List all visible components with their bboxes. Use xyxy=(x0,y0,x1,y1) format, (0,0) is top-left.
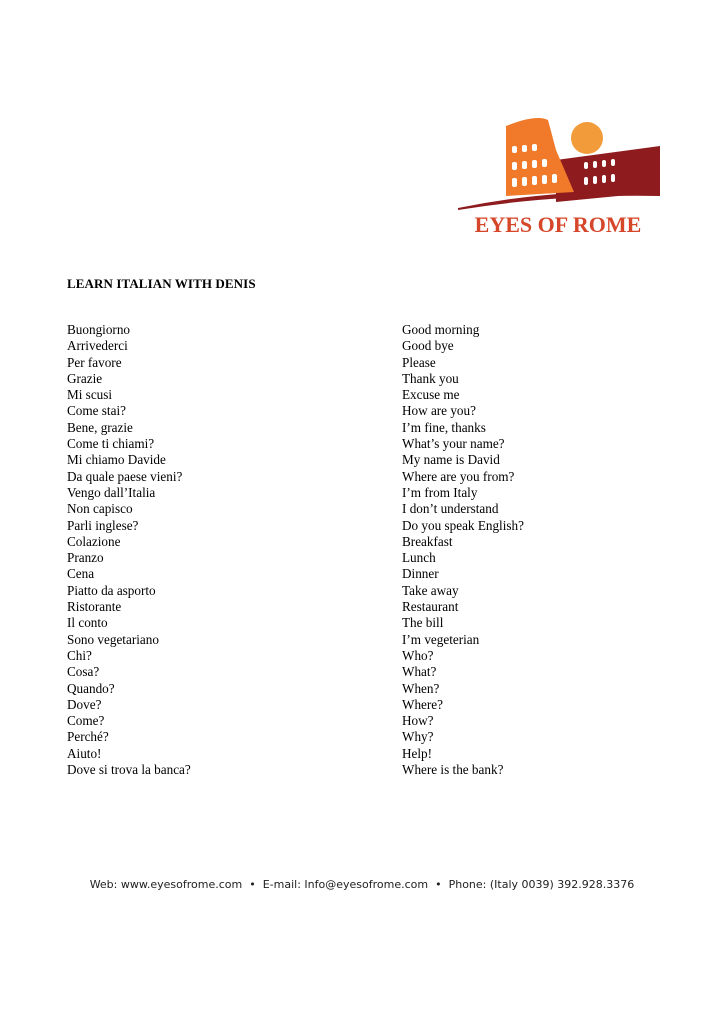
italian-phrase: Come ti chiami? xyxy=(67,436,155,452)
english-translation: I don’t understand xyxy=(402,501,499,517)
italian-phrase: Ristorante xyxy=(67,599,122,615)
page-title: LEARN ITALIAN WITH DENIS xyxy=(67,276,256,291)
italian-phrase: Perché? xyxy=(67,729,109,745)
italian-phrase: Quando? xyxy=(67,680,115,696)
italian-phrase: Dove si trova la banca? xyxy=(67,762,191,778)
english-translation: Do you speak English? xyxy=(402,517,524,533)
italian-phrase: Arrivederci xyxy=(67,338,128,354)
english-translation: Good morning xyxy=(402,322,480,337)
english-translation: My name is David xyxy=(402,452,500,468)
italian-phrase: Mi scusi xyxy=(67,387,113,403)
english-translation: Where? xyxy=(402,696,443,712)
italian-phrase: Bene, grazie xyxy=(67,419,133,435)
english-translation: When? xyxy=(402,680,440,696)
italian-phrase: Colazione xyxy=(67,533,121,549)
english-translation: Restaurant xyxy=(402,599,459,615)
english-translation: I’m vegeterian xyxy=(402,631,480,647)
italian-phrase: Dove? xyxy=(67,696,102,712)
english-translation-list xyxy=(402,322,524,778)
english-translation: I’m fine, thanks xyxy=(402,419,486,435)
footer-web: Web: www.eyesofrome.com xyxy=(89,878,243,891)
footer-separator: • xyxy=(435,878,442,891)
english-translation: What’s your name? xyxy=(402,436,505,452)
italian-phrase: Da quale paese vieni? xyxy=(67,468,183,484)
english-translation: Dinner xyxy=(402,566,439,582)
footer-phone: Phone: (Italy 0039) 392.928.3376 xyxy=(448,878,635,891)
italian-phrase: Come stai? xyxy=(67,403,126,419)
italian-phrase: Piatto da asporto xyxy=(67,582,156,598)
italian-phrase: Grazie xyxy=(67,370,103,386)
english-translation: What? xyxy=(402,664,437,680)
italian-phrase: Come? xyxy=(67,713,105,729)
english-translation: Lunch xyxy=(402,550,436,566)
italian-phrase: Vengo dall’Italia xyxy=(67,484,156,500)
logo-text: EYES OF ROME xyxy=(474,212,642,237)
italian-phrase: Cena xyxy=(67,566,95,582)
english-translation: Take away xyxy=(402,582,459,598)
italian-phrase-list xyxy=(67,322,191,778)
italian-phrase: Aiuto! xyxy=(67,745,102,761)
english-translation: Where is the bank? xyxy=(402,762,504,778)
italian-phrase: Parli inglese? xyxy=(67,517,139,533)
english-translation: How? xyxy=(402,713,434,729)
english-translation: Good bye xyxy=(402,338,454,354)
eyes-of-rome-logo xyxy=(456,110,662,240)
english-translation: I’m from Italy xyxy=(402,484,478,500)
english-translation: Please xyxy=(402,354,436,370)
italian-phrase: Pranzo xyxy=(67,550,104,566)
english-translation: Excuse me xyxy=(402,387,460,403)
italian-phrase: Mi chiamo Davide xyxy=(67,452,166,468)
english-translation: Why? xyxy=(402,729,434,745)
italian-phrase: Il conto xyxy=(67,615,108,631)
italian-phrase: Cosa? xyxy=(67,664,100,680)
italian-phrase: Per favore xyxy=(67,354,122,370)
english-translation: Breakfast xyxy=(402,533,453,549)
english-translation: Help! xyxy=(402,745,433,761)
footer-separator: • xyxy=(249,878,256,891)
italian-phrase: Buongiorno xyxy=(67,322,131,337)
contact-footer xyxy=(0,878,724,891)
english-translation: How are you? xyxy=(402,403,476,419)
italian-phrase: Sono vegetariano xyxy=(67,631,159,647)
english-translation: The bill xyxy=(402,615,444,631)
footer-email: E-mail: Info@eyesofrome.com xyxy=(262,878,429,891)
colosseum-logo-icon xyxy=(456,110,662,240)
italian-phrase: Chi? xyxy=(67,647,92,663)
italian-phrase: Non capisco xyxy=(67,501,133,517)
english-translation: Where are you from? xyxy=(402,468,515,484)
english-translation: Thank you xyxy=(402,370,459,386)
english-translation: Who? xyxy=(402,647,434,663)
